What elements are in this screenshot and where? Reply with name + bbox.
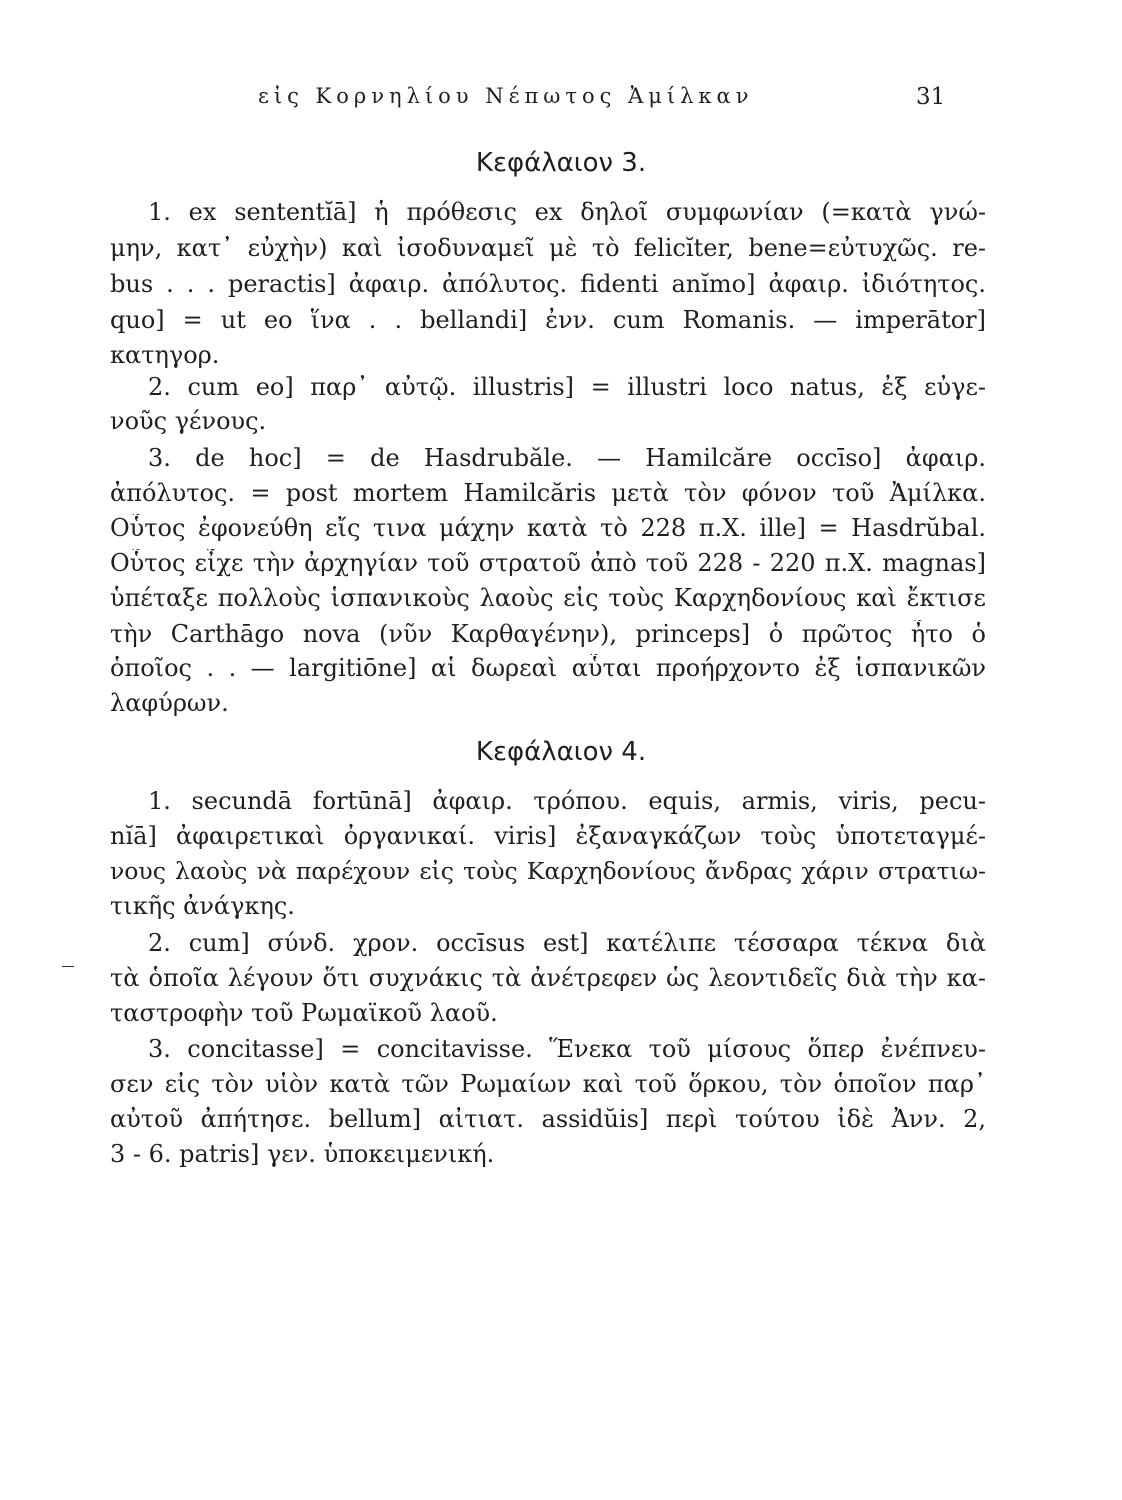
chapter-3-line: Οὗτος εἶχε τὴν ἀρχηγίαν τοῦ στρατοῦ ἀπὸ τοῦ 228 - 220 π.Χ. magnas] xyxy=(110,549,986,577)
chapter-3-line: κατηγορ. xyxy=(110,341,220,369)
chapter-4-line: αὐτοῦ ἀπήτησε. bellum] αἰτιατ. assidŭis] περὶ τούτου ἰδὲ Ἀνν. 2, xyxy=(110,1105,986,1133)
chapter-3-line: 2. cum eo] παρ᾽ αὐτῷ. illustris] = illustri loco natus, ἐξ εὐγε- xyxy=(148,373,986,401)
chapter-4-heading: Κεφάλαιον 4. xyxy=(475,737,647,767)
chapter-4-line: τὰ ὁποῖα λέγουν ὅτι συχνάκις τὰ ἀνέτρεφεν ὡς λεοντιδεῖς διὰ τὴν κα- xyxy=(110,964,986,992)
chapter-4-line: σεν εἰς τὸν υἱὸν κατὰ τῶν Ρωμαίων καὶ τοῦ ὅρκου, τὸν ὁποῖον παρ᾽ xyxy=(110,1070,986,1098)
chapter-3-line: ἀπόλυτος. = post mortem Hamilcăris μετὰ τὸν φόνον τοῦ Ἀμίλκα. xyxy=(110,479,986,507)
chapter-3-line: ὁποῖος . . — largitiōne] αἱ δωρεαὶ αὗται προήρχοντο ἐξ ἱσπανικῶν xyxy=(110,654,986,682)
chapter-3-line: 1. ex sententĭā] ἡ πρόθεσις ex δηλοῖ συμφωνίαν (=κατὰ γνώ- xyxy=(148,198,986,226)
chapter-3-line: τὴν Carthāgo nova (νῦν Καρθαγένην), princeps] ὁ πρῶτος ἦτο ὁ xyxy=(110,620,986,648)
chapter-3-heading: Κεφάλαιον 3. xyxy=(475,148,647,178)
chapter-4-line: nĭā] ἀφαιρετικαὶ ὀργανικαί. viris] ἐξαναγκάζων τοὺς ὑποτεταγμέ- xyxy=(110,822,986,850)
chapter-4-line: 3 - 6. patris] γεν. ὑποκειμενική. xyxy=(110,1140,495,1168)
chapter-3-line: bus . . . peractis] ἀφαιρ. ἀπόλυτος. fidenti anĭmo] ἀφαιρ. ἰδιότητος. xyxy=(110,270,986,298)
chapter-4-line: νους λαοὺς νὰ παρέχουν εἰς τοὺς Καρχηδονίους ἄνδρας χάριν στρατιω- xyxy=(110,857,986,885)
chapter-3-line: 3. de hoc] = de Hasdrubăle. — Hamilcăre occīso] ἀφαιρ. xyxy=(148,444,986,472)
chapter-3-line: Οὗτος ἐφονεύθη εἴς τινα μάχην κατὰ τὸ 228 π.Χ. ille] = Hasdrŭbal. xyxy=(110,514,986,542)
margin-mark xyxy=(62,966,74,967)
chapter-4-line: 2. cum] σύνδ. χρον. occīsus est] κατέλιπε τέσσαρα τέκνα διὰ xyxy=(148,929,986,957)
chapter-3-line: λαφύρων. xyxy=(110,689,229,717)
chapter-3-line: νοῦς γένους. xyxy=(110,407,267,435)
chapter-4-line: τικῆς ἀνάγκης. xyxy=(110,892,295,920)
running-head: εἰς Κορνηλίου Νέπωτος Ἀμίλκαν xyxy=(258,84,754,108)
chapter-4-line: 3. concitasse] = concitavisse. Ἕνεκα τοῦ μίσους ὅπερ ἐνέπνευ- xyxy=(148,1035,986,1063)
chapter-3-line: μην, κατ᾽ εὐχὴν) καὶ ἰσοδυναμεῖ μὲ τὸ felicĭter, bene=εὐτυχῶς. re- xyxy=(110,234,986,262)
chapter-3-line: quo] = ut eo ἵνα . . bellandi] ἐνν. cum Romanis. — imperātor] xyxy=(110,306,986,334)
chapter-3-line: ὑπέταξε πολλοὺς ἱσπανικοὺς λαοὺς εἰς τοὺς Καρχηδονίους καὶ ἔκτισε xyxy=(110,584,986,612)
chapter-4-line: ταστροφὴν τοῦ Ρωμαϊκοῦ λαοῦ. xyxy=(110,999,498,1027)
page-number: 31 xyxy=(916,84,946,110)
chapter-4-line: 1. secundā fortūnā] ἀφαιρ. τρόπου. equis, armis, viris, pecu- xyxy=(148,787,986,815)
